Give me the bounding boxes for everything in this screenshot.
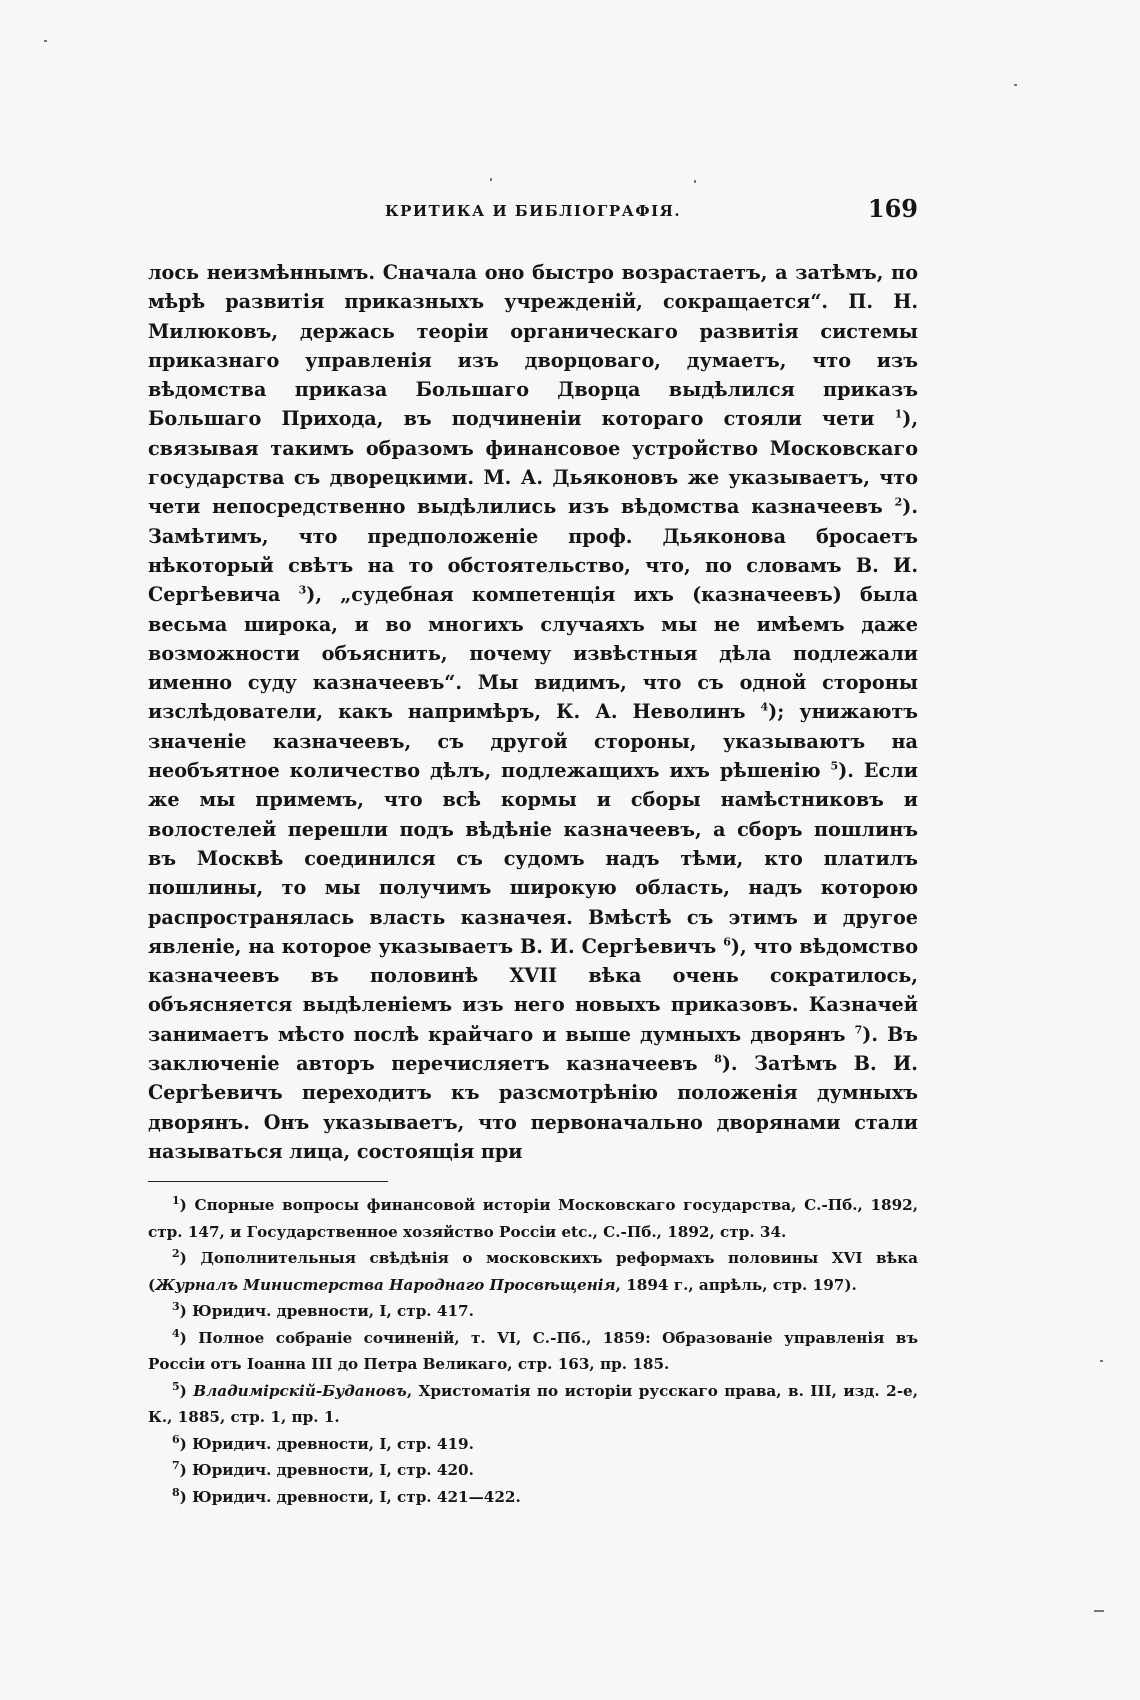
footnote-mark: 6 bbox=[172, 1432, 180, 1446]
footnotes bbox=[148, 1192, 918, 1510]
footnote-mark: 7 bbox=[172, 1459, 180, 1473]
footnote: $^3$) Юридич. древности, I, стр. 417. bbox=[172, 1300, 474, 1321]
footnote-ref: 1 bbox=[894, 408, 903, 422]
scan-speck bbox=[1094, 1610, 1104, 1612]
footnote-mark: 1 bbox=[172, 1194, 180, 1208]
scan-speck bbox=[490, 178, 492, 181]
footnote-ref: 8 bbox=[714, 1052, 722, 1066]
footnote-mark: 5 bbox=[172, 1379, 180, 1393]
footnote-mark: 2 bbox=[172, 1247, 180, 1261]
footnote: $^6$) Юридич. древности, I, стр. 419. bbox=[172, 1432, 474, 1453]
footnote-text: Юридич. древности, I, стр. 421—422. bbox=[192, 1487, 521, 1506]
footnote-ref: 7 bbox=[854, 1023, 863, 1037]
scan-speck bbox=[1014, 84, 1017, 86]
footnote-text: , 1894 г., апрѣль, стр. 197). bbox=[615, 1275, 857, 1294]
body-text-segment: ). Если же мы примемъ, что всѣ кормы и сборы намѣстниковъ и волостелей перешли подъ вѣдѣніе казначеевъ, а сборъ пошлинъ въ Москвѣ соединился съ судомъ надъ тѣми, кто платилъ пошлины, то мы получимъ широкую область, надъ которою распространялась власть казначея. Вмѣстѣ съ этимъ и другое явленіе, на которое указываетъ В. И. Сергѣевичъ bbox=[148, 759, 918, 958]
footnote-text: , Христоматія по исторіи русскаго права, в. III, изд. 2-е, К., 1885, стр. 1, пр. 1. bbox=[148, 1381, 918, 1427]
body-text-segment: ), что вѣдомство казначеевъ въ половинѣ XVII вѣка очень сократилось, объясняется выдѣленіемъ изъ него новыхъ приказовъ. Казначей занимаетъ мѣсто послѣ крайчаго и выше думныхъ дворянъ bbox=[148, 934, 918, 1046]
footnote-text: Юридич. древности, I, стр. 417. bbox=[192, 1302, 474, 1321]
body-text-segment: ), связывая такимъ образомъ финансовое устройство Московскаго государства съ дворецкими. М. А. Дьяконовъ же указываетъ, что чети непосредственно выдѣлились изъ вѣдомства казначеевъ bbox=[148, 407, 918, 519]
footnote-text: Юридич. древности, I, стр. 420. bbox=[192, 1461, 474, 1480]
running-title: КРИТИКА И БИБЛIОГРАФIЯ. bbox=[384, 202, 682, 220]
scan-speck bbox=[1100, 1360, 1103, 1362]
footnote: $^2$) Дополнительныя свѣдѣнія о московскихъ реформахъ половины XVI вѣка (Журналъ Министерства Народнаго Просвѣщенія, 1894 г., апрѣль, стр. 197). bbox=[148, 1247, 918, 1294]
footnote-divider bbox=[148, 1181, 388, 1182]
scan-speck bbox=[694, 180, 696, 183]
main-paragraph bbox=[148, 258, 918, 1166]
body-text-segment: лось неизмѣннымъ. Сначала оно быстро возрастаетъ, а затѣмъ, по мѣрѣ развитія приказныхъ учрежденій, сокращается“. П. Н. Милюковъ, держась теоріи органическаго развитія системы приказнаго управленія изъ дворцоваго, думаетъ, что изъ вѣдомства приказа Большаго Дворца выдѣлился приказъ Большаго Прихода, въ подчиненіи котораго стояли чети bbox=[148, 261, 918, 431]
body-text-segment: ). Замѣтимъ, что предположеніе проф. Дьяконова бросаетъ нѣкоторый свѣтъ на то обстоятельство, что, по словамъ В. И. Сергѣевича bbox=[148, 495, 918, 607]
footnote-mark: 8 bbox=[172, 1485, 180, 1499]
footnote-text: Юридич. древности, I, стр. 419. bbox=[192, 1434, 474, 1453]
page-number: 169 bbox=[867, 194, 918, 223]
footnote: $^1$) Спорные вопросы финансовой исторіи Московскаго государства, С.-Пб., 1892, стр. 147, и Государственное хозяйство Россіи etc., С.-Пб., 1892, стр. 34. bbox=[148, 1194, 918, 1241]
footnote: $^4$) Полное собраніе сочиненій, т. VI, С.-Пб., 1859: Образованіе управленія въ Россіи отъ Іоанна III до Петра Великаго, стр. 163, пр. 185. bbox=[148, 1326, 918, 1374]
footnote-ref: 3 bbox=[298, 583, 307, 597]
body-text-segment: ); унижаютъ значеніе казначеевъ, съ другой стороны, указываютъ на необъятное количество дѣлъ, подлежащихъ ихъ рѣшенію bbox=[148, 700, 918, 783]
body-text-segment: ), „судебная компетенція ихъ (казначеевъ) была весьма широка, и во многихъ случаяхъ мы не имѣемъ даже возможности объяснить, почему извѣстныя дѣла подлежали именно суду казначеевъ“. Мы видимъ, что съ одной стороны изслѣдователи, какъ напримѣръ, К. А. Неволинъ bbox=[148, 583, 918, 724]
footnote: $^8$) Юридич. древности, I, стр. 421—422. bbox=[172, 1485, 521, 1506]
footnote-ref: 5 bbox=[830, 759, 839, 773]
footnote-journal-title: Журналъ Министерства Народнаго Просвѣщенія bbox=[155, 1275, 616, 1294]
footnote-text: Полное собраніе сочиненій, т. VI, С.-Пб., 1859: Образованіе управленія въ Россіи отъ Іоанна III до Петра Великаго, стр. 163, пр. 185. bbox=[148, 1328, 918, 1374]
body-text-segment: ). Въ заключеніе авторъ перечисляетъ казначеевъ bbox=[148, 1022, 919, 1076]
body-text-segment: ). Затѣмъ В. И. Сергѣевичъ переходитъ къ разсмотрѣнію положенія думныхъ дворянъ. Онъ указываетъ, что первоначально дворянами стали называться лица, состоящія при bbox=[148, 1052, 918, 1163]
footnote-author: Владимірскій-Будановъ bbox=[193, 1381, 407, 1400]
footnote-mark: 4 bbox=[172, 1326, 180, 1340]
book-page bbox=[148, 194, 919, 1510]
footnote-text: Дополнительныя свѣдѣнія о московскихъ реформахъ половины XVI вѣка ( bbox=[148, 1249, 918, 1294]
footnote-mark: 3 bbox=[172, 1300, 180, 1314]
running-header bbox=[148, 194, 918, 228]
footnote-ref: 2 bbox=[894, 495, 903, 509]
footnote-ref: 6 bbox=[723, 935, 731, 949]
scan-speck bbox=[44, 40, 47, 42]
footnote-text: Спорные вопросы финансовой исторіи Московскаго государства, С.-Пб., 1892, стр. 147, и Государственное хозяйство Россіи etc., С.-Пб., 1892, стр. 34. bbox=[148, 1196, 918, 1241]
footnote: $^5$) Владимірскій-Будановъ, Христоматія по исторіи русскаго права, в. III, изд. 2-е, К., 1885, стр. 1, пр. 1. bbox=[148, 1379, 918, 1427]
footnote-ref: 4 bbox=[760, 701, 769, 715]
footnote: $^7$) Юридич. древности, I, стр. 420. bbox=[172, 1459, 474, 1480]
